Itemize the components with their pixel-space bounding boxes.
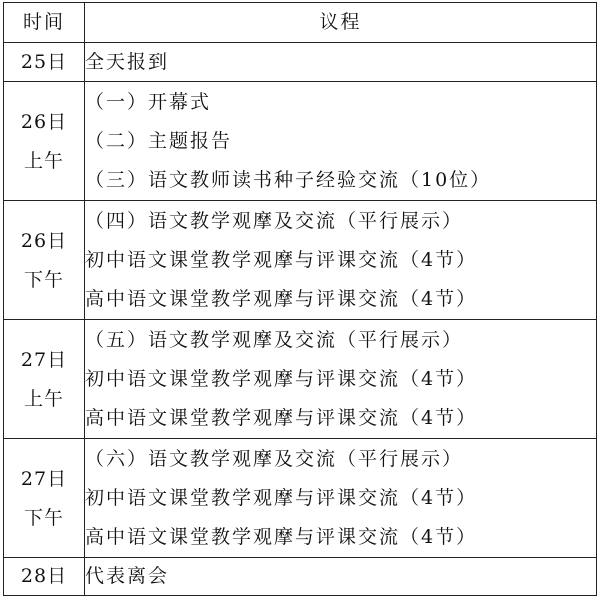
agenda-row-26-am <box>4 82 597 201</box>
agenda-row-27-pm <box>4 439 597 558</box>
time-cell <box>4 320 85 439</box>
header-agenda: 议程 <box>85 3 597 43</box>
agenda-item: 代表离会 <box>85 565 170 587</box>
items-cell <box>85 82 597 201</box>
time-cell <box>4 558 85 596</box>
agenda-item: （一）开幕式 <box>85 91 212 113</box>
agenda-row-27-am <box>4 320 597 439</box>
header-time: 时间 <box>4 3 85 43</box>
agenda-item: 高中语文课堂教学观摩与评课交流（4节） <box>85 526 478 548</box>
time-day: 27日 <box>20 467 68 490</box>
items-cell <box>85 320 597 439</box>
agenda-item: 全天报到 <box>85 51 170 73</box>
agenda-item: 初中语文课堂教学观摩与评课交流（4节） <box>85 368 478 390</box>
time-period: 上午 <box>23 149 64 172</box>
time-cell <box>4 439 85 558</box>
header-row <box>4 3 597 43</box>
time-day: 25日 <box>20 50 68 73</box>
time-cell <box>4 201 85 320</box>
time-day: 26日 <box>20 229 68 252</box>
agenda-row-28 <box>4 558 597 596</box>
items-cell <box>85 43 597 82</box>
agenda-item: （三）语文教师读书种子经验交流（10位） <box>85 169 492 191</box>
agenda-item: 初中语文课堂教学观摩与评课交流（4节） <box>85 487 478 509</box>
agenda-item: （六）语文教学观摩及交流（平行展示） <box>85 448 464 470</box>
time-day: 28日 <box>20 565 68 587</box>
time-day: 26日 <box>20 110 68 133</box>
agenda-item: 高中语文课堂教学观摩与评课交流（4节） <box>85 288 478 310</box>
agenda-row-25 <box>4 43 597 82</box>
time-cell <box>4 82 85 201</box>
time-period: 上午 <box>23 387 64 410</box>
agenda-item: （二）主题报告 <box>85 130 233 152</box>
agenda-table <box>3 2 597 596</box>
time-day: 27日 <box>20 348 68 371</box>
agenda-row-26-pm <box>4 201 597 320</box>
items-cell <box>85 201 597 320</box>
agenda-item: （四）语文教学观摩及交流（平行展示） <box>85 210 464 232</box>
items-cell <box>85 439 597 558</box>
items-cell <box>85 558 597 596</box>
agenda-item: 初中语文课堂教学观摩与评课交流（4节） <box>85 249 478 271</box>
agenda-item: （五）语文教学观摩及交流（平行展示） <box>85 329 464 351</box>
time-period: 下午 <box>23 506 64 529</box>
agenda-item: 高中语文课堂教学观摩与评课交流（4节） <box>85 407 478 429</box>
time-period: 下午 <box>23 268 64 291</box>
time-cell <box>4 43 85 82</box>
